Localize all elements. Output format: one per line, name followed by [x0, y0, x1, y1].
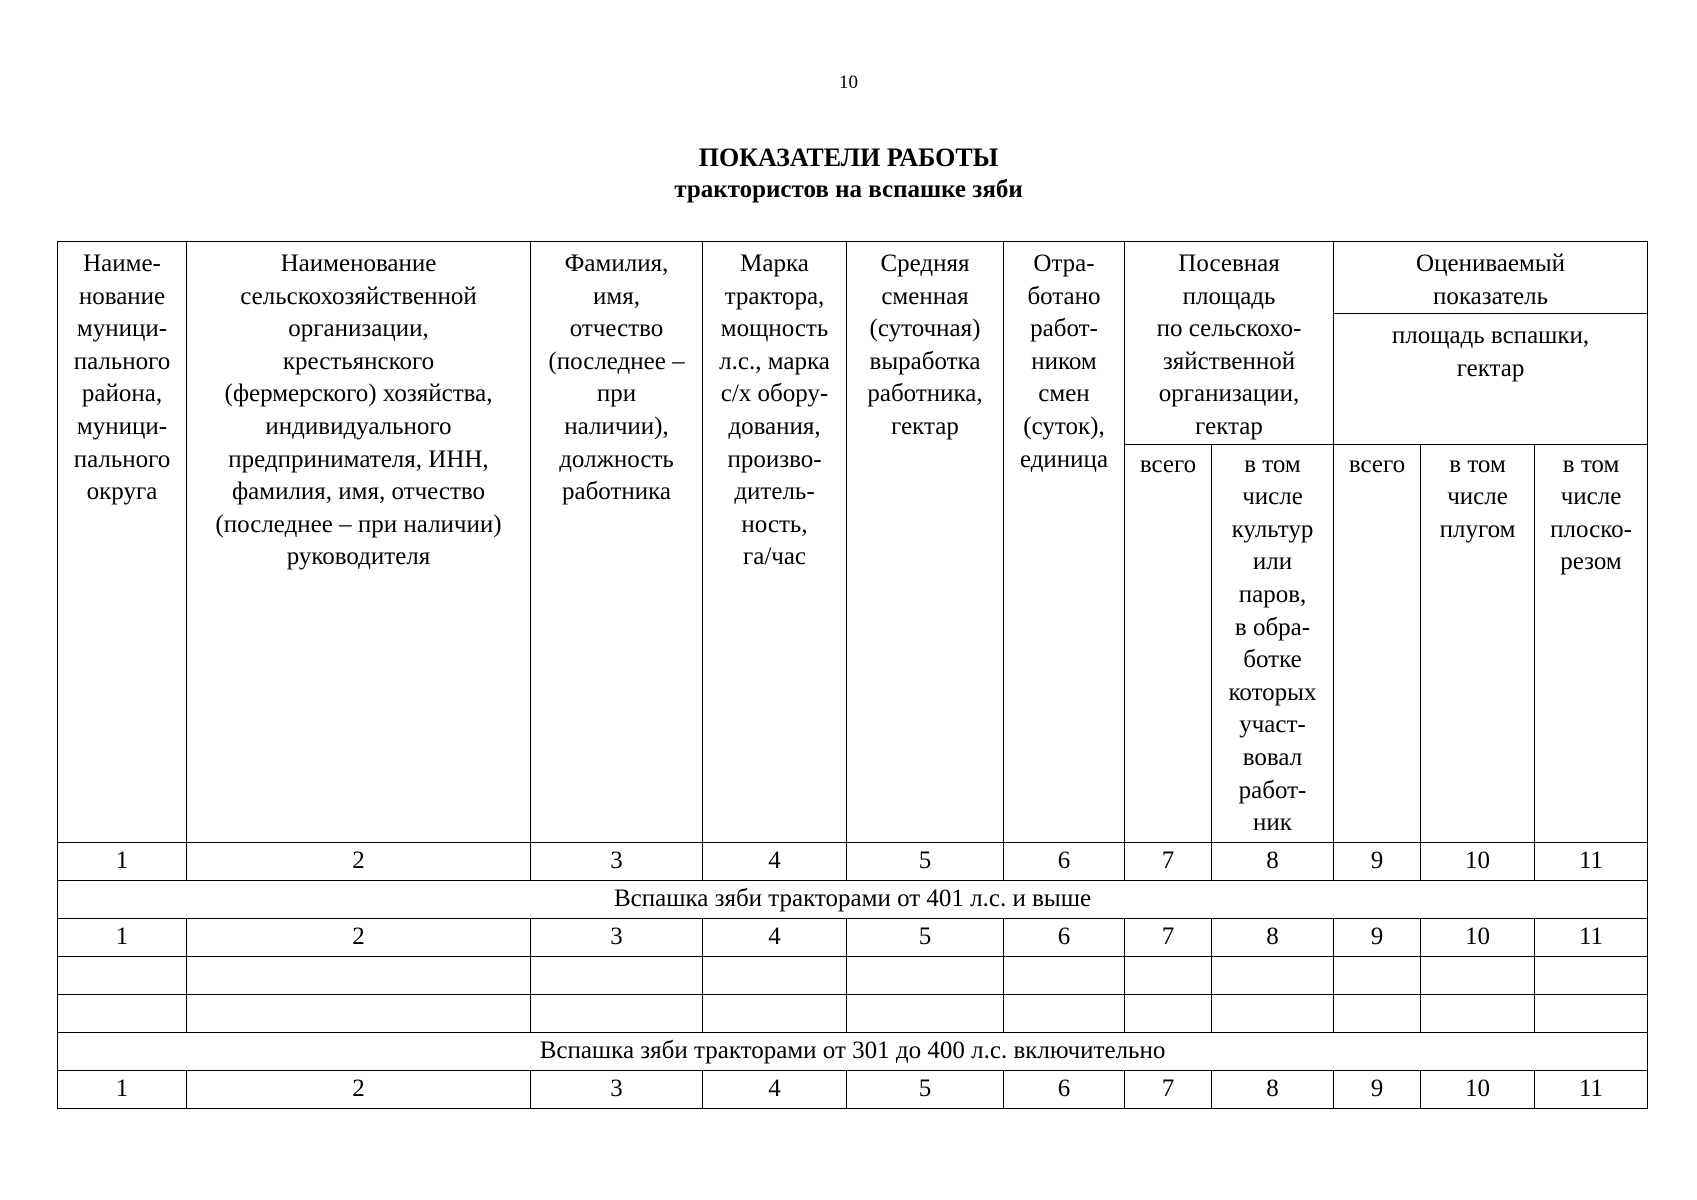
- header-sown-incl-crops: в том числе культур или паров, в обра- ботке которых участ- вовал работ- ник: [1212, 444, 1334, 842]
- header-municipality: Наиме- нование муници- пального района, муници- пального округа: [58, 242, 187, 843]
- header-average-output: Средняя сменная (суточная) выработка работника, гектар: [847, 242, 1004, 843]
- empty-cell: [703, 956, 847, 994]
- empty-cell: [1212, 956, 1334, 994]
- header-evaluated-indicator: Оцениваемый показатель: [1334, 242, 1648, 314]
- header-organization: Наименование сельскохозяйственной организации, крестьянского (фермерского) хозяйства, индивидуального предпринимателя, ИНН, фамилия, имя, отчество (последнее – при наличии) руководителя: [187, 242, 531, 843]
- column-number-cell: 9: [1334, 842, 1421, 880]
- empty-cell: [847, 956, 1004, 994]
- column-number-cell: 3: [531, 1070, 703, 1108]
- empty-cell: [58, 994, 187, 1032]
- column-number-row: [58, 918, 1648, 956]
- column-number-cell: 5: [847, 918, 1004, 956]
- empty-cell: [187, 956, 531, 994]
- column-number-cell: 7: [1125, 842, 1212, 880]
- column-number-cell: 3: [531, 918, 703, 956]
- column-number-cell: 9: [1334, 918, 1421, 956]
- header-sown-total: всего: [1125, 444, 1212, 842]
- empty-cell: [1212, 994, 1334, 1032]
- column-number-cell: 4: [703, 842, 847, 880]
- document-title-block: [0, 142, 1697, 205]
- empty-cell: [58, 956, 187, 994]
- column-number-cell: 7: [1125, 1070, 1212, 1108]
- empty-cell: [531, 994, 703, 1032]
- empty-cell: [531, 956, 703, 994]
- column-number-cell: 9: [1334, 1070, 1421, 1108]
- empty-cell: [1421, 956, 1535, 994]
- column-number-cell: 2: [187, 1070, 531, 1108]
- section-title: Вспашка зяби тракторами от 401 л.с. и выше: [58, 880, 1648, 918]
- column-number-cell: 6: [1004, 918, 1125, 956]
- column-number-cell: 5: [847, 1070, 1004, 1108]
- header-row-1: [58, 242, 1648, 314]
- column-number-cell: 10: [1421, 1070, 1535, 1108]
- column-number-cell: 11: [1535, 842, 1648, 880]
- header-plowing-flat-cutter: в том числе плоско- резом: [1535, 444, 1648, 842]
- empty-cell: [1535, 956, 1648, 994]
- section-row: [58, 1032, 1648, 1070]
- column-number-cell: 3: [531, 842, 703, 880]
- header-worker-name: Фамилия, имя, отчество (последнее – при наличии), должность работника: [531, 242, 703, 843]
- column-number-cell: 2: [187, 842, 531, 880]
- document-title: ПОКАЗАТЕЛИ РАБОТЫ: [698, 143, 999, 172]
- column-number-cell: 6: [1004, 842, 1125, 880]
- column-number-cell: 2: [187, 918, 531, 956]
- empty-data-row: [58, 956, 1648, 994]
- empty-cell: [187, 994, 531, 1032]
- column-number-cell: 8: [1212, 842, 1334, 880]
- header-plowing-area: площадь вспашки, гектар: [1334, 314, 1648, 444]
- document-subtitle: трактористов на вспашке зяби: [674, 176, 1023, 203]
- header-plowing-plow: в том числе плугом: [1421, 444, 1535, 842]
- column-number-cell: 10: [1421, 842, 1535, 880]
- empty-cell: [703, 994, 847, 1032]
- column-number-cell: 1: [58, 918, 187, 956]
- empty-cell: [1125, 994, 1212, 1032]
- header-tractor-brand: Марка трактора, мощность л.с., марка с/х обору- дования, произво- дитель- ность, га/час: [703, 242, 847, 843]
- empty-data-row: [58, 994, 1648, 1032]
- indicators-table: [57, 241, 1648, 1109]
- page-number: 10: [839, 72, 858, 93]
- empty-cell: [1004, 956, 1125, 994]
- column-number-cell: 11: [1535, 1070, 1648, 1108]
- column-number-cell: 5: [847, 842, 1004, 880]
- header-shifts-worked: Отра- ботано работ- ником смен (суток), единица: [1004, 242, 1125, 843]
- empty-cell: [1004, 994, 1125, 1032]
- empty-cell: [1125, 956, 1212, 994]
- column-number-cell: 11: [1535, 918, 1648, 956]
- header-sown-area: Посевная площадь по сельскохо- зяйственной организации, гектар: [1125, 242, 1334, 445]
- header-plowing-total: всего: [1334, 444, 1421, 842]
- column-number-cell: 1: [58, 842, 187, 880]
- column-number-cell: 8: [1212, 918, 1334, 956]
- column-number-cell: 1: [58, 1070, 187, 1108]
- column-number-cell: 8: [1212, 1070, 1334, 1108]
- column-number-cell: 10: [1421, 918, 1535, 956]
- section-title: Вспашка зяби тракторами от 301 до 400 л.с. включительно: [58, 1032, 1648, 1070]
- empty-cell: [1535, 994, 1648, 1032]
- empty-cell: [847, 994, 1004, 1032]
- column-number-row: [58, 842, 1648, 880]
- column-number-cell: 7: [1125, 918, 1212, 956]
- empty-cell: [1334, 956, 1421, 994]
- column-number-row: [58, 1070, 1648, 1108]
- empty-cell: [1421, 994, 1535, 1032]
- column-number-cell: 6: [1004, 1070, 1125, 1108]
- section-row: [58, 880, 1648, 918]
- column-number-cell: 4: [703, 918, 847, 956]
- column-number-cell: 4: [703, 1070, 847, 1108]
- empty-cell: [1334, 994, 1421, 1032]
